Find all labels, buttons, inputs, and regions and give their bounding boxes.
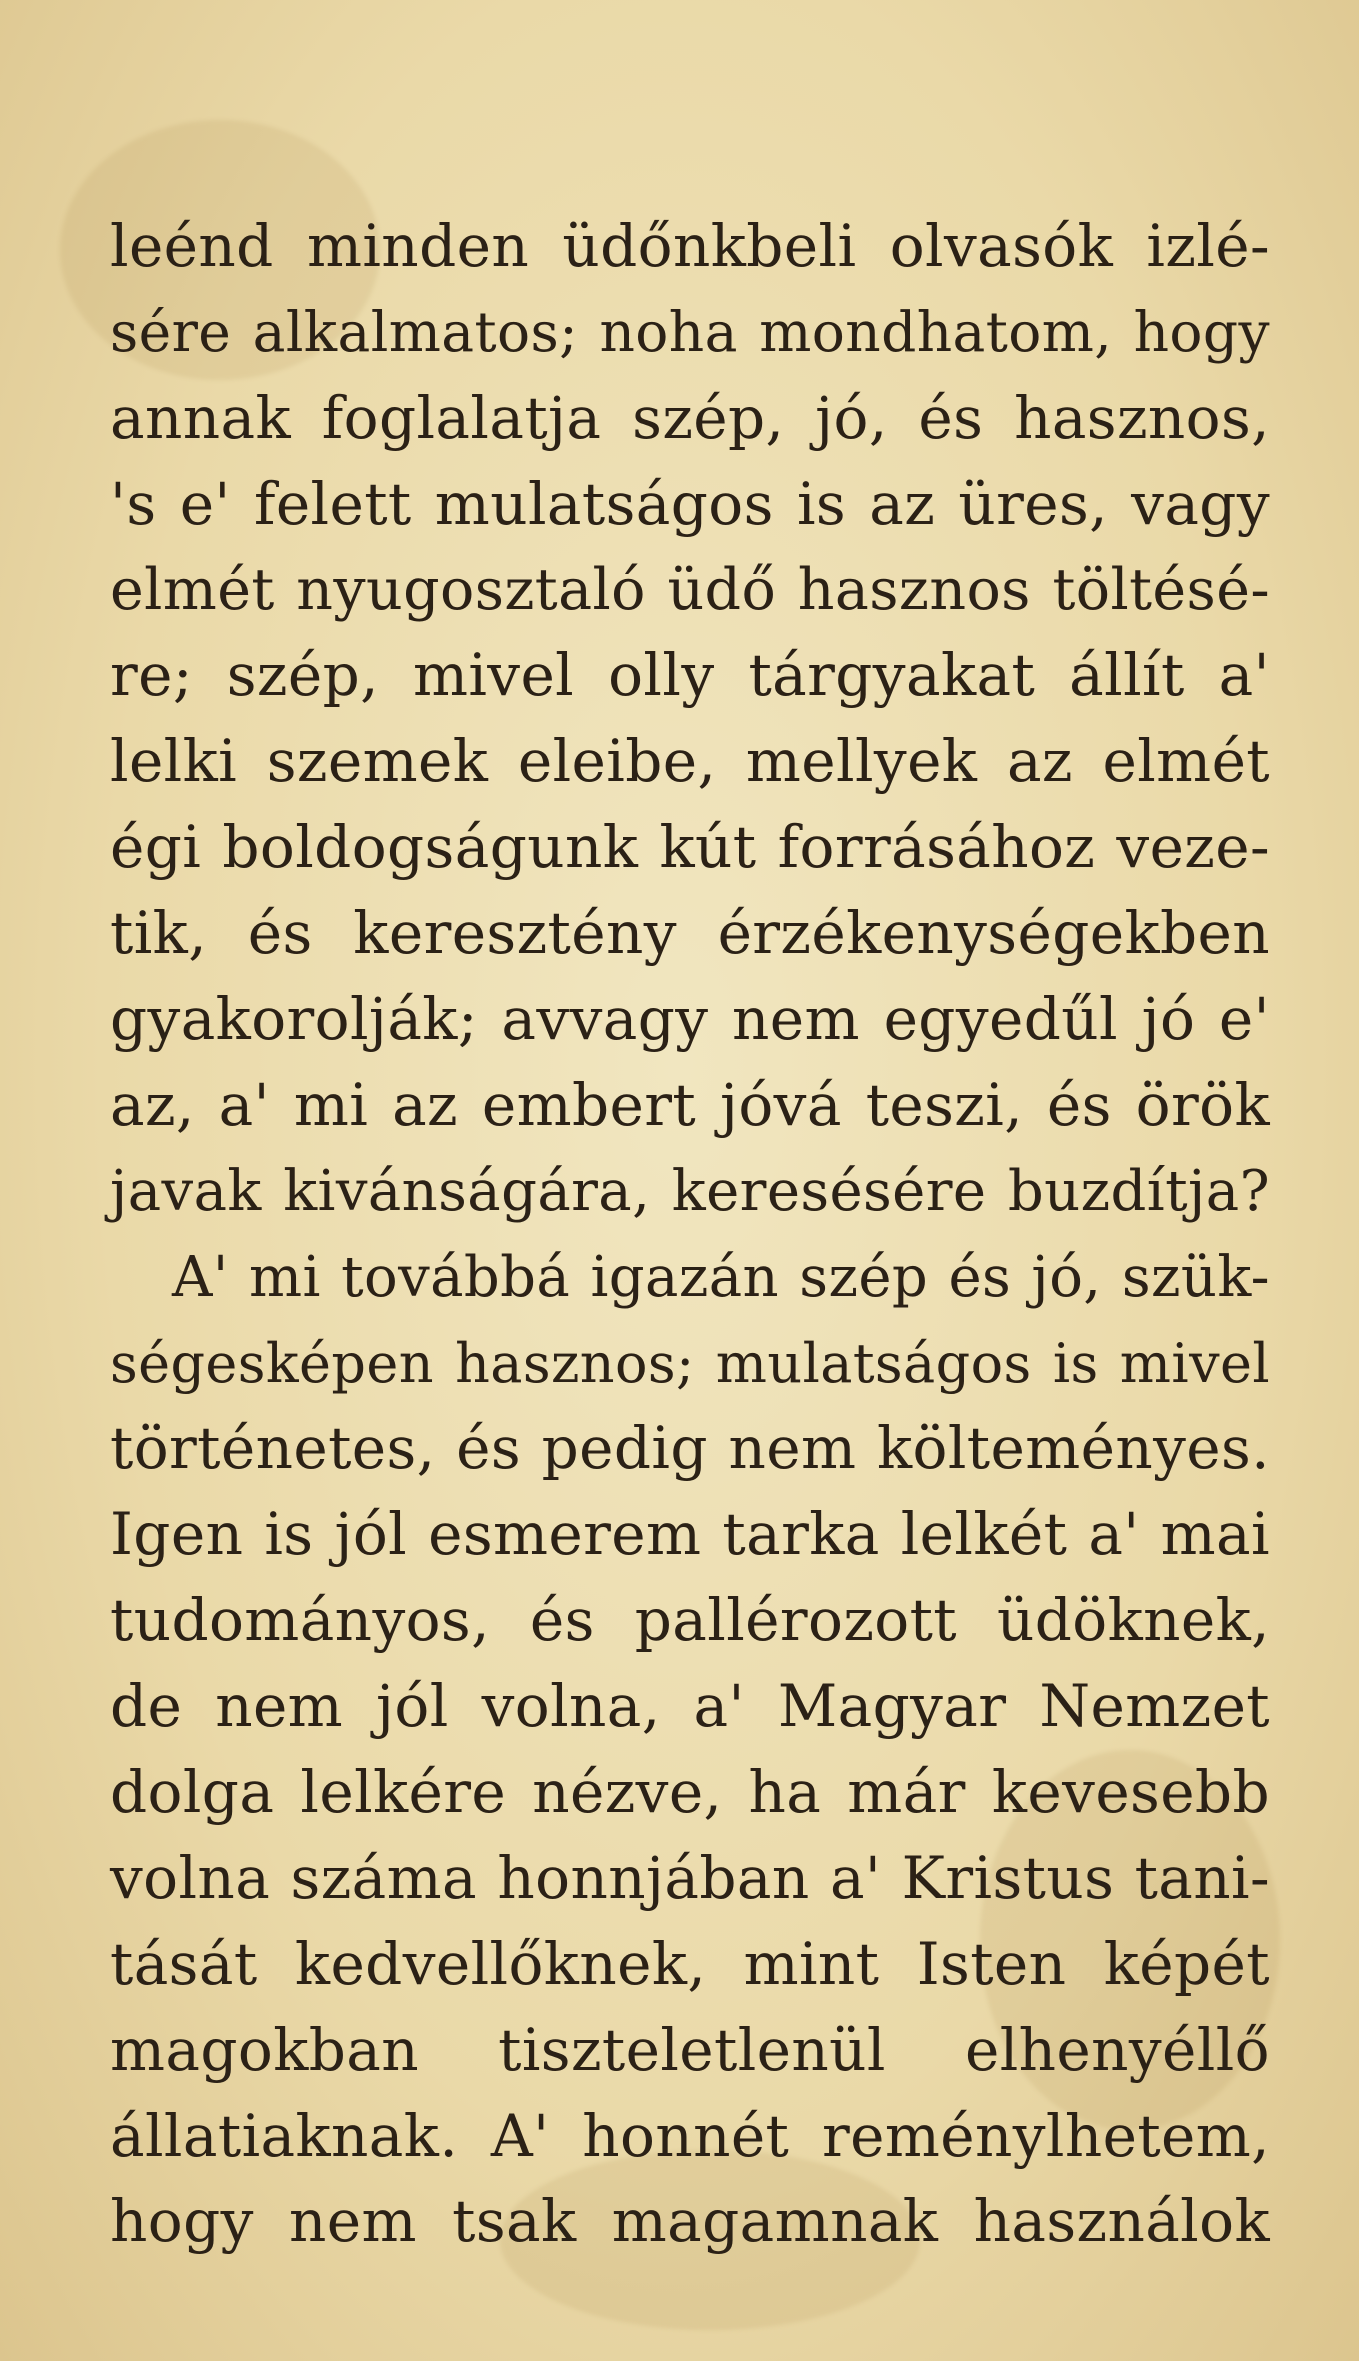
text-line: de nem jól volna, a' Magyar Nemzet [110, 1672, 1270, 1741]
text-line: elmét nyugosztaló üdő hasznos töltésé- [110, 556, 1270, 623]
text-line: tását kedvellőknek, mint Isten képét [110, 1929, 1270, 1998]
text-line: javak kivánságára, keresésére buzdítja? [110, 1158, 1270, 1224]
text-line: történetes, és pedig nem költeményes. [110, 1414, 1270, 1483]
text-line: ségesképen hasznos; mulatságos is mivel [110, 1331, 1270, 1395]
text-line: sére alkalmatos; noha mondhatom, hogy [110, 299, 1270, 364]
text-line: állatiaknak. A' honnét reménylhetem, [110, 2101, 1270, 2170]
text-line: volna száma honnjában a' Kristus tani- [110, 1843, 1270, 1912]
text-line: tudományos, és pallérozott üdöknek, [110, 1586, 1270, 1655]
page-text [110, 204, 1270, 2265]
text-line: hogy nem tsak magamnak használok [110, 2187, 1270, 2256]
text-line: égi boldogságunk kút forrásához veze- [110, 813, 1270, 882]
text-line: az, a' mi az embert jóvá teszi, és örök [110, 1070, 1270, 1139]
text-line: dolga lelkére nézve, ha már kevesebb [110, 1758, 1270, 1827]
text-line: lelki szemek eleibe, mellyek az elmét [110, 727, 1270, 796]
text-line: annak foglalatja szép, jó, és hasznos, [110, 383, 1270, 452]
text-line: Igen is jól esmerem tarka lelkét a' mai [110, 1500, 1270, 1569]
text-line: A' mi továbbá igazán szép és jó, szük- [172, 1244, 1270, 1310]
text-line: re; szép, mivel olly tárgyakat állít a' [110, 641, 1270, 710]
text-line: gyakorolják; avvagy nem egyedűl jó e' [110, 985, 1270, 1054]
text-line: magokban tiszteletlenül elhenyéllő [110, 2015, 1270, 2084]
text-line: leénd minden üdőnkbeli olvasók izlé- [110, 212, 1270, 280]
text-line: 's e' felett mulatságos is az üres, vagy [110, 469, 1270, 538]
text-line: tik, és keresztény érzékenységekben [110, 899, 1270, 968]
